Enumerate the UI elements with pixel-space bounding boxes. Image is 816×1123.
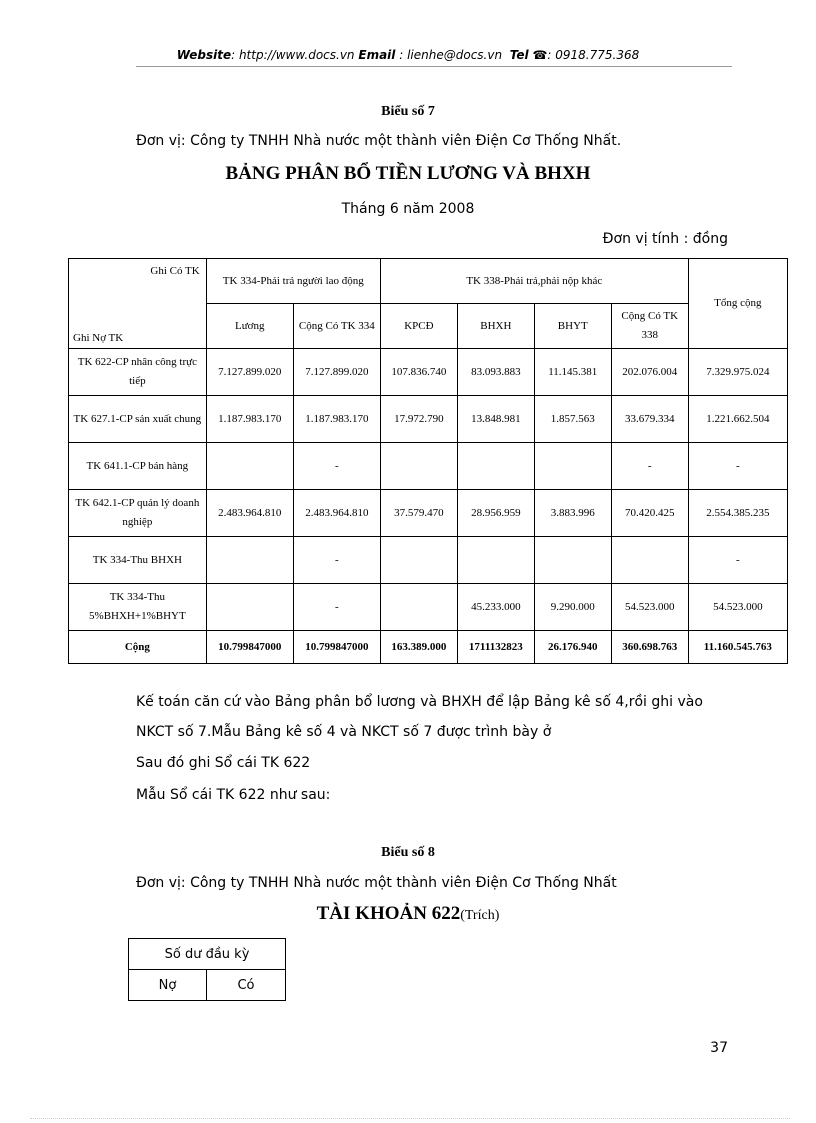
value-cell: 83.093.883: [457, 349, 534, 396]
value-cell: 7.127.899.020: [293, 349, 380, 396]
value-cell: 28.956.959: [457, 490, 534, 537]
subheader-cell: BHXH: [457, 304, 534, 349]
value-cell: [534, 443, 611, 490]
value-cell: 163.389.000: [380, 631, 457, 664]
value-cell: 2.483.964.810: [206, 490, 293, 537]
value-cell: 33.679.334: [611, 396, 688, 443]
paragraph: Mẫu Sổ cái TK 622 như sau:: [136, 787, 331, 803]
value-cell: -: [688, 443, 787, 490]
table-row: [69, 349, 788, 396]
table-row: [69, 443, 788, 490]
value-cell: 13.848.981: [457, 396, 534, 443]
value-cell: 107.836.740: [380, 349, 457, 396]
value-cell: [380, 443, 457, 490]
paragraph: NKCT số 7.Mẫu Bảng kê số 4 và NKCT số 7 được trình bày ở: [136, 724, 552, 740]
account-title-main: TÀI KHOẢN 622: [316, 903, 461, 924]
opening-balance-table: [128, 938, 286, 1001]
value-cell: -: [293, 537, 380, 584]
value-cell: [457, 537, 534, 584]
subheader-cell: BHYT: [534, 304, 611, 349]
value-cell: -: [688, 537, 787, 584]
value-cell: [206, 584, 293, 631]
subheader-cell: KPCĐ: [380, 304, 457, 349]
table-row: [69, 584, 788, 631]
value-cell: 70.420.425: [611, 490, 688, 537]
value-cell: 26.176.940: [534, 631, 611, 664]
salary-allocation-table: [68, 258, 788, 664]
value-cell: [206, 537, 293, 584]
row-label: TK 622-CP nhân công trực tiếp: [69, 349, 207, 396]
value-cell: 2.554.385.235: [688, 490, 787, 537]
website-url[interactable]: : http://www.docs.vn: [231, 48, 355, 62]
month-line: Tháng 6 năm 2008: [341, 201, 475, 217]
value-cell: 11.145.381: [534, 349, 611, 396]
page-number: 37: [710, 1040, 728, 1056]
value-cell: [611, 537, 688, 584]
value-cell: -: [293, 443, 380, 490]
corner-cell: [69, 259, 207, 349]
value-cell: 37.579.470: [380, 490, 457, 537]
row-label: TK 334-Thu 5%BHXH+1%BHYT: [69, 584, 207, 631]
corner-top-label: Ghi Có TK: [150, 264, 200, 277]
page-header: [0, 48, 816, 62]
value-cell: 202.076.004: [611, 349, 688, 396]
value-cell: 1.187.983.170: [206, 396, 293, 443]
subheader-cell: Cộng Có TK 334: [293, 304, 380, 349]
debit-header: Nợ: [129, 970, 207, 1001]
table-header-row: [69, 259, 788, 304]
tel-label: Tel: [509, 48, 529, 62]
group-header-334: TK 334-Phải trả người lao động: [206, 259, 380, 304]
value-cell: 1.221.662.504: [688, 396, 787, 443]
website-label: Website: [176, 48, 232, 62]
group-header-338: TK 338-Phải trả,phải nộp khác: [380, 259, 688, 304]
email-label: Email: [358, 48, 396, 62]
value-cell: 3.883.996: [534, 490, 611, 537]
value-cell: -: [293, 584, 380, 631]
value-cell: 360.698.763: [611, 631, 688, 664]
header-divider: [136, 66, 732, 67]
value-cell: 7.127.899.020: [206, 349, 293, 396]
bieu-8-label: Biểu số 8: [381, 845, 435, 860]
currency-unit: Đơn vị tính : đồng: [602, 231, 728, 247]
value-cell: [457, 443, 534, 490]
value-cell: 54.523.000: [611, 584, 688, 631]
table-row: [69, 490, 788, 537]
value-cell: [380, 584, 457, 631]
value-cell: -: [611, 443, 688, 490]
value-cell: 17.972.790: [380, 396, 457, 443]
table-row: [69, 537, 788, 584]
row-label: Cộng: [69, 631, 207, 664]
footer-divider: [30, 1118, 790, 1119]
total-row: [69, 631, 788, 664]
value-cell: [534, 537, 611, 584]
unit-line-8: Đơn vị: Công ty TNHH Nhà nước một thành viên Điện Cơ Thống Nhất: [136, 875, 617, 891]
value-cell: 1711132823: [457, 631, 534, 664]
table-row: [69, 396, 788, 443]
subheader-cell: Lương: [206, 304, 293, 349]
value-cell: [380, 537, 457, 584]
table-title-7: BẢNG PHÂN BỔ TIỀN LƯƠNG VÀ BHXH: [225, 163, 591, 184]
row-label: TK 641.1-CP bán hàng: [69, 443, 207, 490]
total-header: Tổng cộng: [688, 259, 787, 349]
value-cell: 10.799847000: [206, 631, 293, 664]
value-cell: 54.523.000: [688, 584, 787, 631]
credit-header: Có: [207, 970, 286, 1001]
subheader-cell: Cộng Có TK 338: [611, 304, 688, 349]
account-title: [0, 903, 816, 925]
value-cell: 45.233.000: [457, 584, 534, 631]
value-cell: 2.483.964.810: [293, 490, 380, 537]
row-label: TK 627.1-CP sản xuất chung: [69, 396, 207, 443]
paragraph: Kế toán căn cứ vào Bảng phân bổ lương và BHXH để lập Bảng kê số 4,rồi ghi vào: [136, 694, 703, 710]
value-cell: [206, 443, 293, 490]
corner-bottom-label: Ghi Nợ TK: [73, 331, 124, 344]
opening-balance-header: Số dư đầu kỳ: [129, 939, 286, 970]
value-cell: 9.290.000: [534, 584, 611, 631]
bieu-7-label: Biểu số 7: [381, 104, 435, 119]
row-label: TK 642.1-CP quản lý doanh nghiệp: [69, 490, 207, 537]
phone-icon: ☎: [532, 48, 548, 62]
value-cell: 1.187.983.170: [293, 396, 380, 443]
value-cell: 11.160.545.763: [688, 631, 787, 664]
account-title-suffix: (Trích): [460, 908, 500, 923]
paragraph: Sau đó ghi Sổ cái TK 622: [136, 755, 311, 771]
value-cell: 7.329.975.024: [688, 349, 787, 396]
tel-number: : 0918.775.368: [547, 48, 640, 62]
table-body: [69, 349, 788, 664]
email-address[interactable]: : lienhe@docs.vn: [399, 48, 503, 62]
unit-line-7: Đơn vị: Công ty TNHH Nhà nước một thành viên Điện Cơ Thống Nhất.: [136, 133, 622, 149]
value-cell: 10.799847000: [293, 631, 380, 664]
value-cell: 1.857.563: [534, 396, 611, 443]
row-label: TK 334-Thu BHXH: [69, 537, 207, 584]
